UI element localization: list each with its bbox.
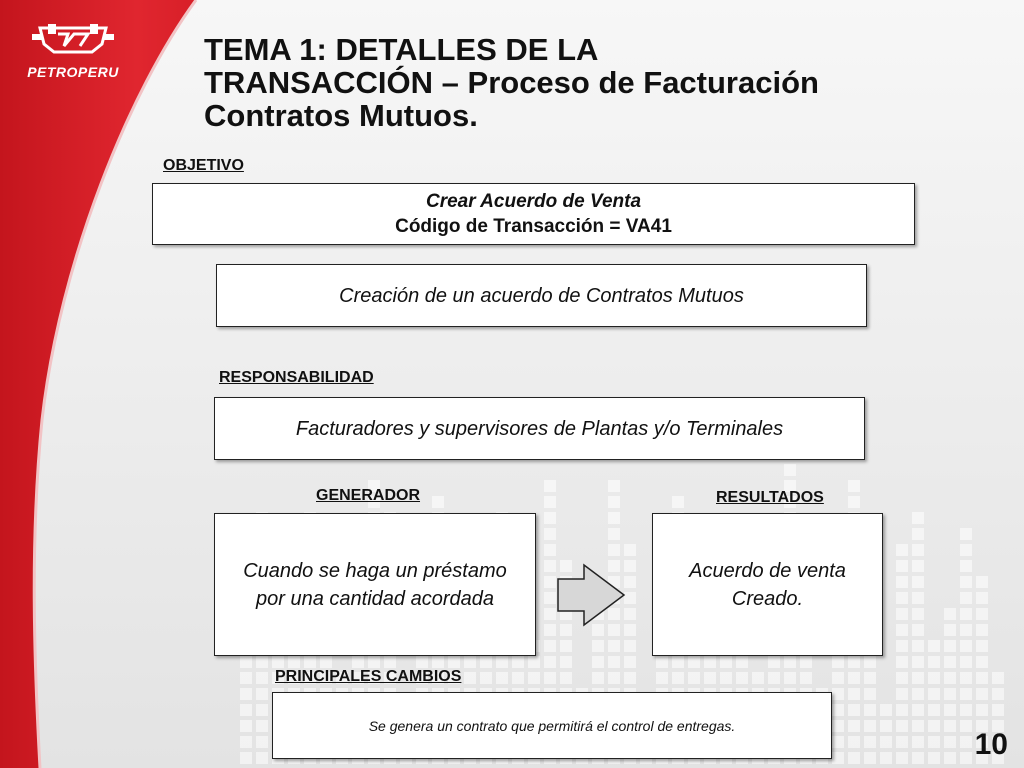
generador-line-1: Cuando se haga un préstamo [243,559,507,582]
title-line-2: TRANSACCIÓN – Proceso de Facturación [204,65,819,100]
logo-wordmark: PETROPERU [27,64,119,80]
title-line-1: TEMA 1: DETALLES DE LA [204,32,599,67]
resultados-line-2: Creado. [731,587,804,610]
title-line-3: Contratos Mutuos. [204,98,478,133]
responsabilidad-box [214,397,865,460]
logo-emblem-icon [18,22,128,62]
objetivo-line-2: Código de Transacción = VA41 [395,216,672,237]
responsabilidad-text: Facturadores y supervisores de Plantas y/o Terminales [295,417,784,440]
generador-line-2: por una cantidad acordada [256,587,494,610]
generador-label: GENERADOR [316,487,421,504]
right-arrow-icon [556,563,628,627]
principales-cambios-box [272,692,832,759]
petroperu-logo [18,22,128,92]
objetivo-box [152,183,915,245]
principales-cambios-label: PRINCIPALES CAMBIOS [275,668,462,685]
resultados-label: RESULTADOS [716,489,824,506]
responsabilidad-label: RESPONSABILIDAD [219,369,374,386]
objetivo-label: OBJETIVO [163,157,244,174]
objetivo-line-1: Crear Acuerdo de Venta [425,191,642,212]
generador-box [214,513,536,656]
page-number: 10 [974,728,1008,761]
objetivo-description: Creación de un acuerdo de Contratos Mutuos [339,284,744,307]
resultados-box [652,513,883,656]
resultados-line-1: Acuerdo de venta [689,559,846,582]
principales-cambios-text: Se genera un contrato que permitirá el control de entregas. [368,717,736,734]
slide-title [204,33,984,132]
objetivo-description-box [216,264,867,327]
